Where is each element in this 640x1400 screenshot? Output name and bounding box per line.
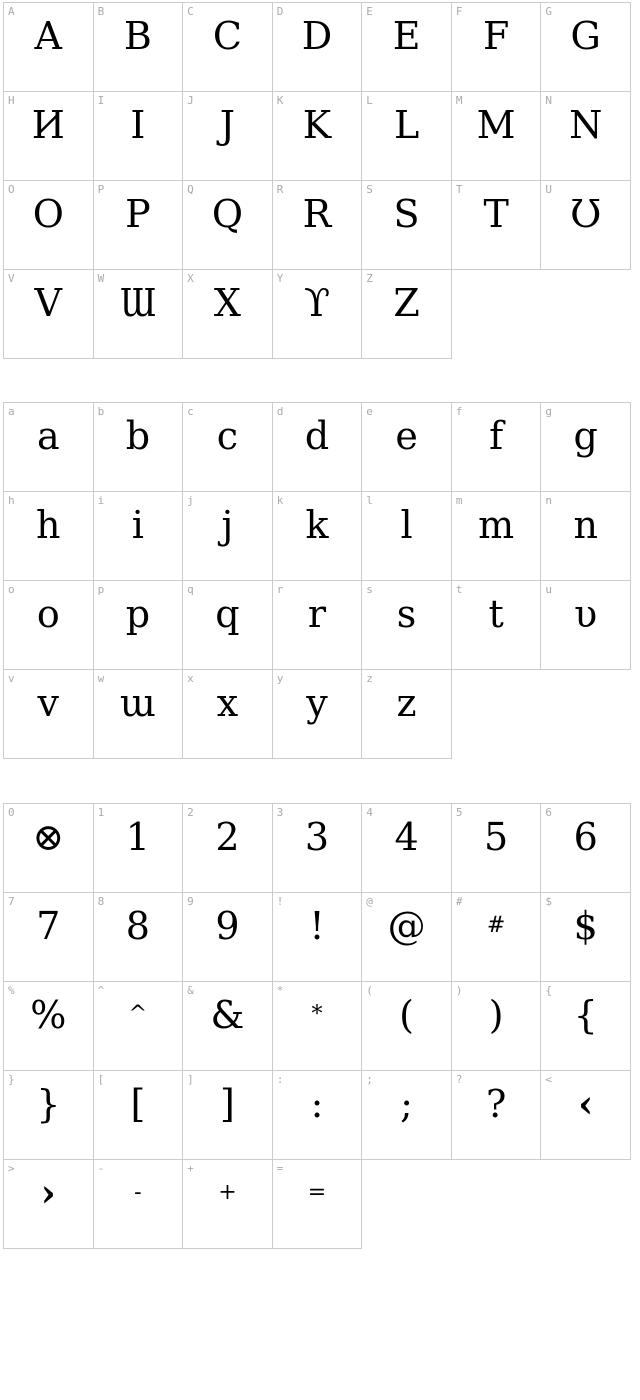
glyph-cell [452, 92, 542, 181]
glyph-cell [183, 92, 273, 181]
cell-label: 9 [187, 895, 194, 908]
glyph-cell [362, 403, 452, 492]
cell-label: ! [276, 895, 284, 908]
glyph-cell [452, 3, 542, 92]
cell-glyph: Ɯ [119, 281, 156, 325]
cell-label: ; [366, 1073, 373, 1086]
cell-glyph: ‹ [578, 1081, 594, 1126]
uppercase-letters-grid [3, 2, 631, 359]
cell-glyph: B [123, 14, 152, 58]
glyph-cell [183, 581, 273, 670]
glyph-cell [94, 670, 184, 759]
glyph-cell [4, 1071, 94, 1160]
cell-glyph: V [34, 281, 62, 325]
cell-label: u [545, 583, 553, 596]
cell-label: b [97, 405, 105, 418]
cell-glyph: j [221, 503, 234, 547]
cell-glyph: : [310, 1082, 324, 1126]
glyph-cell [94, 581, 184, 670]
cell-label: P [97, 183, 105, 196]
cell-glyph: ! [309, 904, 325, 948]
glyph-cell [4, 403, 94, 492]
cell-label: f [455, 405, 463, 418]
cell-label: < [545, 1073, 553, 1086]
glyph-cell [541, 581, 631, 670]
glyph-cell [452, 804, 542, 893]
cell-label: ^ [97, 984, 105, 997]
cell-glyph: R [302, 192, 332, 236]
cell-label: w [97, 672, 105, 685]
glyph-cell [94, 403, 184, 492]
cell-glyph: t [488, 592, 504, 636]
glyph-cell [452, 1071, 542, 1160]
cell-glyph: 2 [215, 815, 240, 859]
cell-label: N [545, 94, 553, 107]
cell-glyph: k [305, 503, 329, 547]
cell-label: R [276, 183, 284, 196]
cell-glyph: N [569, 103, 603, 147]
glyph-cell [94, 181, 184, 270]
glyph-cell [362, 92, 452, 181]
cell-label: O [8, 183, 15, 196]
cell-glyph: C [212, 14, 242, 58]
glyph-cell [362, 3, 452, 92]
glyph-cell [4, 670, 94, 759]
glyph-cell [4, 92, 94, 181]
lowercase-letters-grid [3, 402, 631, 759]
cell-glyph: 7 [36, 904, 61, 948]
glyph-cell [273, 893, 363, 982]
cell-label: a [8, 405, 15, 418]
glyph-cell [273, 270, 363, 359]
cell-glyph: - [134, 1180, 142, 1205]
cell-label: : [276, 1073, 284, 1086]
cell-label: A [8, 5, 15, 18]
cell-glyph: X [213, 281, 241, 325]
glyph-cell [273, 92, 363, 181]
cell-label: E [366, 5, 373, 18]
glyph-cell [362, 670, 452, 759]
glyph-cell [183, 804, 273, 893]
cell-glyph: ϒ [303, 281, 331, 325]
glyph-cell [273, 3, 363, 92]
cell-label: + [187, 1162, 194, 1175]
cell-glyph: v [37, 681, 60, 725]
cell-glyph: ⊗ [32, 815, 65, 859]
cell-glyph: G [570, 14, 601, 58]
glyph-cell [541, 1071, 631, 1160]
glyph-cell [541, 3, 631, 92]
cell-glyph: M [476, 103, 516, 147]
cell-glyph: ] [220, 1082, 235, 1126]
cell-label: Y [276, 272, 284, 285]
glyph-cell [452, 492, 542, 581]
cell-label: h [8, 494, 15, 507]
cell-label: p [97, 583, 105, 596]
glyph-cell [452, 403, 542, 492]
cell-label: > [8, 1162, 15, 1175]
cell-glyph: A [34, 14, 62, 58]
cell-label: V [8, 272, 15, 285]
cell-label: 6 [545, 806, 553, 819]
cell-glyph: I [130, 103, 146, 147]
cell-label: 7 [8, 895, 15, 908]
cell-label: M [455, 94, 463, 107]
glyph-cell [541, 492, 631, 581]
cell-glyph: y [306, 681, 328, 725]
glyph-cell [452, 181, 542, 270]
glyph-cell [273, 804, 363, 893]
cell-glyph: d [304, 414, 330, 458]
glyph-cell [541, 804, 631, 893]
cell-glyph: 9 [215, 904, 240, 948]
cell-glyph: 3 [304, 815, 330, 859]
glyph-cell [452, 893, 542, 982]
cell-glyph: q [215, 592, 240, 636]
cell-label: H [8, 94, 15, 107]
glyph-cell [4, 181, 94, 270]
cell-glyph: K [302, 103, 332, 147]
cell-label: @ [366, 895, 373, 908]
glyph-cell [541, 403, 631, 492]
glyph-cell [94, 270, 184, 359]
glyph-cell [94, 3, 184, 92]
cell-label: * [276, 984, 284, 997]
character-map-page [0, 2, 640, 1400]
cell-glyph: i [131, 503, 144, 547]
cell-glyph: P [125, 192, 151, 236]
cell-label: 8 [97, 895, 105, 908]
cell-label: l [366, 494, 373, 507]
cell-glyph: & [210, 993, 245, 1037]
cell-label: y [276, 672, 284, 685]
cell-label: G [545, 5, 553, 18]
glyph-cell [94, 982, 184, 1071]
cell-label: - [97, 1162, 105, 1175]
glyph-cell [4, 804, 94, 893]
cell-label: L [366, 94, 373, 107]
cell-glyph: D [301, 14, 333, 58]
glyph-cell [4, 3, 94, 92]
cell-label: g [545, 405, 553, 418]
glyph-cell [362, 581, 452, 670]
cell-glyph: Ʊ [569, 192, 602, 236]
cell-glyph: c [216, 414, 239, 458]
cell-glyph: ɯ [119, 681, 156, 725]
cell-glyph: x [216, 681, 239, 725]
glyph-cell [273, 1071, 363, 1160]
cell-label: z [366, 672, 373, 685]
cell-glyph: r [307, 592, 327, 636]
cell-label: s [366, 583, 373, 596]
cell-label: S [366, 183, 373, 196]
cell-label: K [276, 94, 284, 107]
cell-glyph: S [393, 192, 420, 236]
cell-glyph: 8 [125, 904, 150, 948]
cell-label: 4 [366, 806, 373, 819]
glyph-cell [362, 893, 452, 982]
glyph-cell [362, 270, 452, 359]
cell-label: = [276, 1162, 284, 1175]
cell-label: [ [97, 1073, 105, 1086]
glyph-cell [183, 403, 273, 492]
glyph-cell [183, 982, 273, 1071]
cell-glyph: 5 [484, 815, 509, 859]
cell-glyph: l [400, 503, 413, 547]
glyph-cell [4, 270, 94, 359]
cell-glyph: E [392, 14, 421, 58]
cell-label: ) [455, 984, 463, 997]
glyph-cell [273, 403, 363, 492]
glyph-cell [362, 1071, 452, 1160]
glyph-cell [183, 893, 273, 982]
cell-label: # [455, 895, 463, 908]
cell-label: T [455, 183, 463, 196]
cell-glyph: s [396, 592, 417, 636]
cell-glyph: L [393, 103, 420, 147]
glyph-cell [541, 181, 631, 270]
cell-glyph: J [219, 103, 236, 147]
cell-label: % [8, 984, 15, 997]
glyph-cell [94, 893, 184, 982]
cell-glyph: ; [400, 1082, 413, 1126]
cell-label: & [187, 984, 194, 997]
cell-label: x [187, 672, 194, 685]
cell-glyph: Q [211, 192, 243, 236]
glyph-cell [183, 1071, 273, 1160]
cell-glyph: υ [574, 592, 598, 636]
cell-label: c [187, 405, 194, 418]
cell-label: ? [455, 1073, 463, 1086]
cell-label: e [366, 405, 373, 418]
glyph-cell [183, 670, 273, 759]
glyph-cell [183, 492, 273, 581]
glyph-cell [362, 492, 452, 581]
cell-glyph: И [31, 103, 65, 147]
cell-glyph: 1 [125, 815, 150, 859]
cell-glyph: f [489, 414, 504, 458]
cell-label: F [455, 5, 463, 18]
cell-label: Z [366, 272, 373, 285]
glyph-cell [183, 270, 273, 359]
cell-label: B [97, 5, 105, 18]
cell-label: 3 [276, 806, 284, 819]
cell-label: d [276, 405, 284, 418]
cell-label: 1 [97, 806, 105, 819]
cell-label: n [545, 494, 553, 507]
glyph-cell [273, 492, 363, 581]
cell-glyph: { [573, 993, 598, 1037]
glyph-cell [4, 1160, 94, 1249]
cell-glyph: Z [393, 281, 420, 325]
glyph-cell [4, 893, 94, 982]
glyph-cell [541, 92, 631, 181]
cell-label: U [545, 183, 553, 196]
glyph-cell [362, 982, 452, 1071]
cell-label: k [276, 494, 284, 507]
cell-glyph: [ [130, 1082, 146, 1126]
cell-glyph: = [307, 1180, 327, 1205]
cell-label: o [8, 583, 15, 596]
cell-label: j [187, 494, 194, 507]
cell-glyph: % [30, 993, 67, 1037]
glyph-cell [452, 982, 542, 1071]
glyph-cell [541, 893, 631, 982]
glyph-cell [4, 492, 94, 581]
cell-glyph: 6 [573, 815, 598, 859]
glyph-cell [94, 1160, 184, 1249]
cell-label: 0 [8, 806, 15, 819]
cell-label: 2 [187, 806, 194, 819]
cell-glyph: p [125, 592, 151, 636]
glyph-cell [362, 804, 452, 893]
glyph-cell [4, 581, 94, 670]
cell-glyph: n [573, 503, 598, 547]
glyph-cell [273, 670, 363, 759]
glyph-cell [94, 1071, 184, 1160]
glyph-cell [362, 181, 452, 270]
cell-glyph: @ [387, 904, 426, 948]
glyph-cell [183, 3, 273, 92]
cell-label: } [8, 1073, 15, 1086]
cell-glyph: ( [399, 993, 414, 1037]
cell-glyph: › [40, 1170, 56, 1215]
cell-label: $ [545, 895, 553, 908]
cell-glyph: $ [573, 904, 598, 948]
glyph-cell [183, 1160, 273, 1249]
cell-glyph: ? [485, 1082, 507, 1126]
cell-glyph: # [486, 913, 506, 938]
glyph-cell [183, 181, 273, 270]
cell-glyph: F [482, 14, 510, 58]
cell-label: m [455, 494, 463, 507]
cell-label: r [276, 583, 284, 596]
numbers-symbols-grid [3, 803, 631, 1249]
cell-glyph: } [36, 1082, 61, 1126]
cell-glyph: + [218, 1180, 237, 1205]
cell-glyph: 4 [394, 815, 419, 859]
cell-label: J [187, 94, 194, 107]
cell-glyph: ) [488, 993, 504, 1037]
cell-glyph: b [125, 414, 151, 458]
glyph-cell [94, 804, 184, 893]
cell-glyph: ^ [128, 1002, 148, 1027]
cell-label: Q [187, 183, 194, 196]
cell-label: v [8, 672, 15, 685]
cell-glyph: h [36, 503, 61, 547]
cell-label: { [545, 984, 553, 997]
cell-label: X [187, 272, 194, 285]
glyph-cell [94, 92, 184, 181]
cell-label: I [97, 94, 105, 107]
cell-glyph: m [478, 503, 515, 547]
cell-glyph: e [395, 414, 418, 458]
cell-label: t [455, 583, 463, 596]
glyph-cell [273, 982, 363, 1071]
cell-glyph: T [483, 192, 509, 236]
cell-label: D [276, 5, 284, 18]
cell-label: W [97, 272, 105, 285]
cell-label: ( [366, 984, 373, 997]
glyph-cell [273, 181, 363, 270]
glyph-cell [273, 1160, 363, 1249]
cell-label: C [187, 5, 194, 18]
cell-glyph: a [36, 414, 60, 458]
glyph-cell [452, 581, 542, 670]
glyph-cell [541, 982, 631, 1071]
cell-label: ] [187, 1073, 194, 1086]
cell-label: 5 [455, 806, 463, 819]
cell-label: q [187, 583, 194, 596]
cell-label: i [97, 494, 105, 507]
cell-glyph: z [396, 681, 417, 725]
cell-glyph: g [573, 414, 598, 458]
cell-glyph: O [32, 192, 64, 236]
cell-glyph: * [311, 1002, 323, 1027]
glyph-cell [4, 982, 94, 1071]
glyph-cell [273, 581, 363, 670]
cell-glyph: o [36, 592, 60, 636]
glyph-cell [94, 492, 184, 581]
